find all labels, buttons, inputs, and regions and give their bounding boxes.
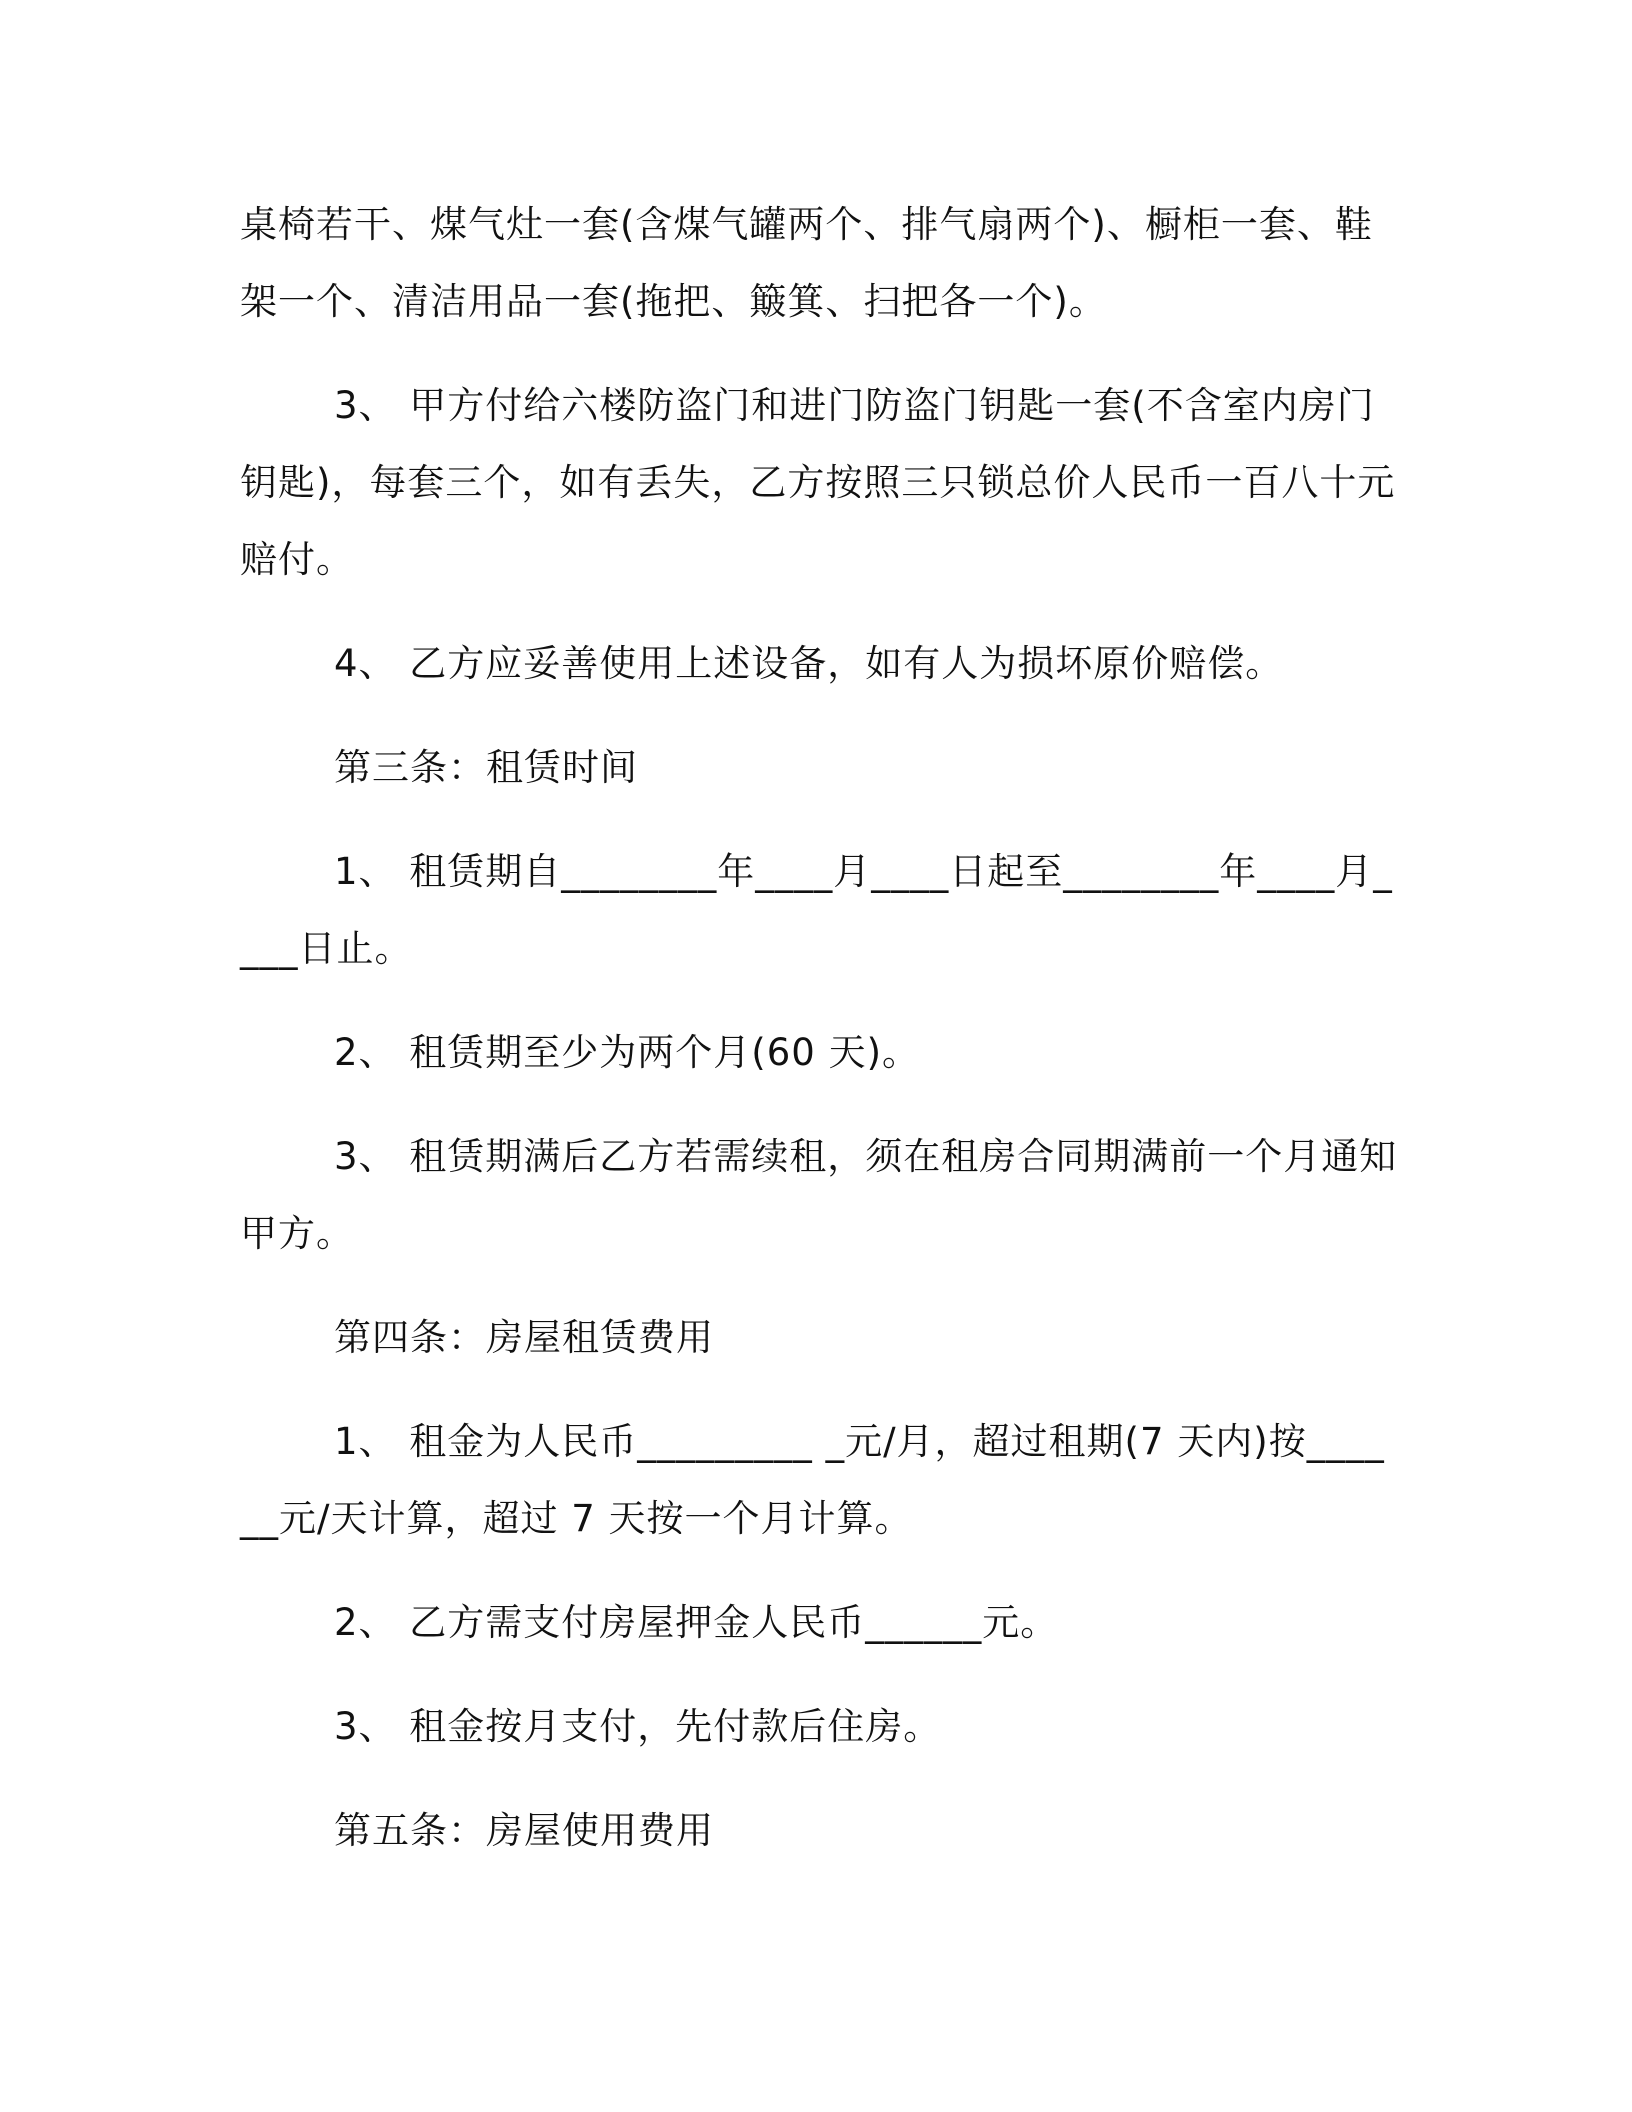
document-body xyxy=(240,186,1400,1896)
paragraph-renewal-notice: 3、 租赁期满后乙方若需续租，须在租房合同期满前一个月通知甲方。 xyxy=(240,1135,1398,1255)
paragraph-equipment-care: 4、 乙方应妥善使用上述设备，如有人为损坏原价赔偿。 xyxy=(334,642,1284,685)
paragraph-key-handover: 3、 甲方付给六楼防盗门和进门防盗门钥匙一套(不含室内房门钥匙)，每套三个，如有丢失，乙方按照三只锁总价人民币一百八十元赔付。 xyxy=(240,384,1396,581)
section-heading-article-3: 第三条：租赁时间 xyxy=(334,746,638,789)
section-heading-article-4: 第四条：房屋租赁费用 xyxy=(334,1316,714,1359)
paragraph-furniture-list: 桌椅若干、煤气灶一套(含煤气罐两个、排气扇两个)、橱柜一套、鞋架一个、清洁用品一套(拖把、簸箕、扫把各一个)。 xyxy=(240,203,1373,323)
paragraph-rent-amount: 1、 租金为人民币_________ _元/月，超过租期(7 天内)按______元/天计算，超过 7 天按一个月计算。 xyxy=(240,1420,1385,1540)
paragraph-minimum-term: 2、 租赁期至少为两个月(60 天)。 xyxy=(334,1031,921,1074)
paragraph-payment-terms: 3、 租金按月支付，先付款后住房。 xyxy=(334,1705,942,1748)
section-heading-article-5: 第五条：房屋使用费用 xyxy=(334,1809,714,1852)
paragraph-deposit: 2、 乙方需支付房屋押金人民币______元。 xyxy=(334,1601,1059,1644)
paragraph-lease-period: 1、 租赁期自________年____月____日起至________年____月____日止。 xyxy=(240,850,1393,970)
